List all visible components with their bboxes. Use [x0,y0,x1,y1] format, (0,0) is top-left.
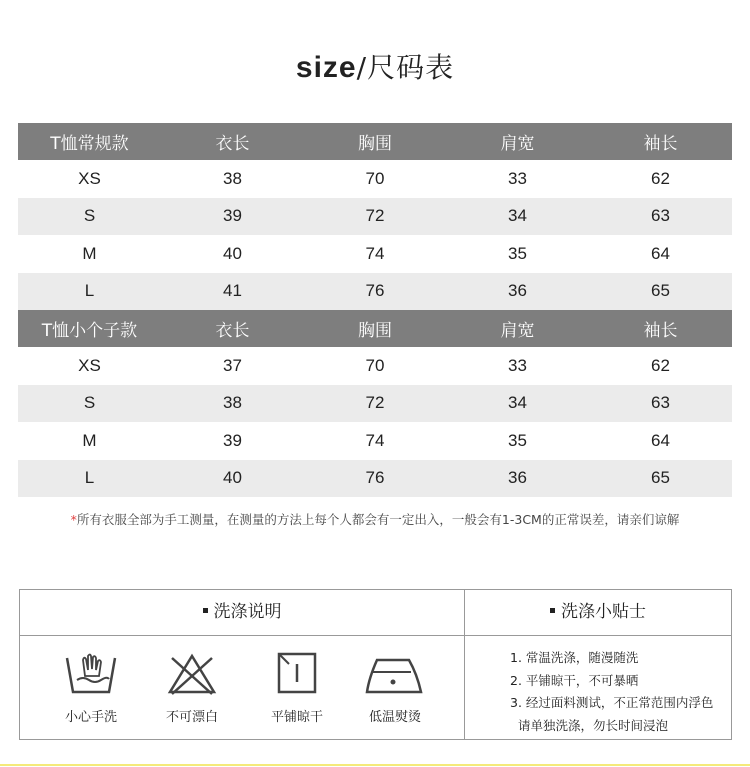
header-cell: 肩宽 [446,310,589,347]
table-cell: 34 [446,385,589,422]
table-row [18,160,732,197]
table-cell: 63 [589,385,732,422]
table-cell: 74 [365,430,385,450]
table-row [18,347,732,384]
divider [20,635,731,636]
table-row [18,235,732,272]
care-item-flat-dry [252,650,342,725]
table-cell: 76 [304,273,446,310]
header-cell: 胸围 [304,123,446,160]
regular-header-row [18,123,732,160]
table-cell: 76 [304,460,446,497]
header-cell: 肩宽 [446,123,589,160]
wash-instructions-title: 洗涤说明 [213,602,282,622]
table-cell: 70 [365,356,385,376]
table-cell: 62 [651,356,670,376]
bullet-icon [550,608,555,613]
header-cell: T恤小个子款 [18,310,161,347]
title-en: size [295,51,357,84]
flat-dry-icon [269,650,325,698]
care-item-no-bleach [147,650,237,725]
note-star: * [70,512,77,527]
measurement-note [0,510,750,528]
table-row [18,273,732,310]
table-cell: 35 [508,243,527,263]
table-cell: 41 [161,273,304,310]
table-cell: 70 [365,169,385,189]
table-cell: 40 [223,243,242,263]
table-cell: 64 [651,430,670,450]
bottom-divider [0,764,750,766]
wash-tips-title: 洗涤小贴士 [561,602,646,622]
note-text: 所有衣服全部为手工测量，在测量的方法上每个人都会有一定出入，一般会有1-3CM的正常误差，请亲们谅解 [76,512,680,527]
header-cell: 胸围 [304,310,446,347]
header-cell: 衣长 [161,310,304,347]
table-row [18,460,732,497]
header-cell: T恤常规款 [18,123,161,160]
care-label: 不可漂白 [165,710,218,725]
hand-wash-icon [63,650,119,698]
table-cell: M [82,243,97,263]
no-bleach-icon [164,650,220,698]
low-iron-icon [363,650,427,698]
table-row [18,385,732,422]
table-cell: XS [78,356,101,376]
tip-item: 1. 常温洗涤，随漫随洗 [510,650,639,665]
care-item-hand-wash [46,650,136,725]
table-cell: 34 [446,198,589,235]
table-cell: 65 [589,273,732,310]
table-cell: 72 [304,198,446,235]
page-title [0,46,750,86]
header-cell: 袖长 [589,123,732,160]
table-cell: 33 [508,356,527,376]
care-item-low-iron [350,650,440,725]
table-cell: M [82,430,97,450]
tip-item: 3. 经过面料测试，不正常范围内浮色 [510,695,714,710]
size-table [18,123,732,497]
table-cell: S [18,385,161,422]
table-row [18,198,732,235]
wash-tips-heading [465,590,731,635]
tip-item: 请单独洗涤，勿长时间浸泡 [518,717,669,733]
table-cell: 38 [161,385,304,422]
title-zh: 尺码表 [367,51,455,84]
wash-tips-list [510,647,730,737]
table-cell: L [18,273,161,310]
table-cell: 62 [651,169,670,189]
table-cell: 33 [508,169,527,189]
table-cell: 36 [446,273,589,310]
table-cell: XS [78,169,101,189]
table-cell: 38 [223,169,242,189]
table-cell: 74 [365,243,385,263]
table-row [18,422,732,459]
table-cell: 63 [589,198,732,235]
header-cell: 袖长 [589,310,732,347]
table-cell: 72 [304,385,446,422]
table-cell: 37 [223,356,242,376]
table-cell: 35 [508,430,527,450]
table-cell: 39 [223,430,242,450]
table-cell: 64 [651,243,670,263]
bullet-icon [203,608,208,613]
table-cell: 39 [161,198,304,235]
wash-instructions-heading [20,590,464,635]
care-label: 小心手洗 [64,710,117,725]
table-cell: 65 [589,460,732,497]
table-cell: 40 [161,460,304,497]
table-cell: S [18,198,161,235]
header-cell: 衣长 [161,123,304,160]
title-sep: / [356,51,368,84]
care-label: 平铺晾干 [270,710,323,725]
petite-header-row [18,310,732,347]
care-label: 低温熨烫 [368,710,421,725]
care-instructions-box [19,589,732,740]
tip-item: 2. 平铺晾干，不可暴晒 [510,672,639,688]
table-cell: 36 [446,460,589,497]
table-cell: L [18,460,161,497]
